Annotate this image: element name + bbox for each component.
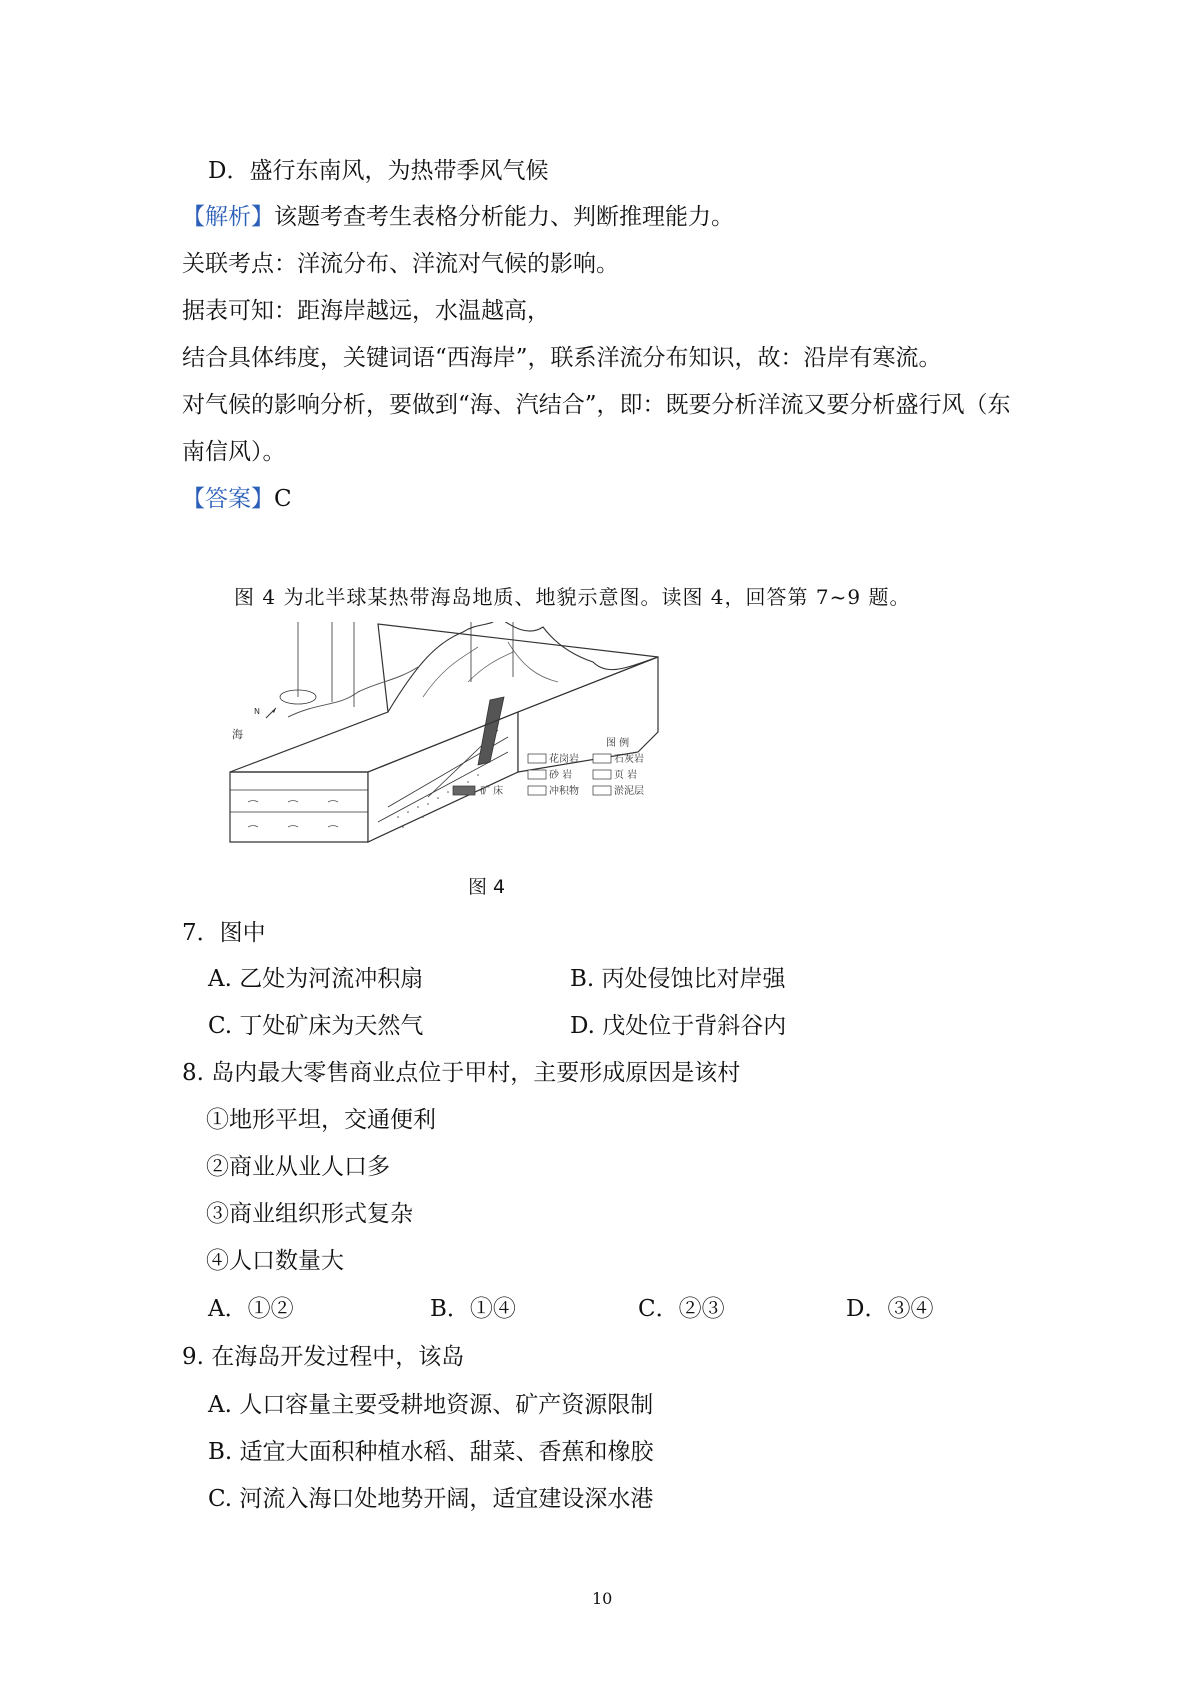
figure-caption: 图 4 [468, 876, 506, 898]
figure-intro: 图 4 为北半球某热带海岛地质、地貌示意图。读图 4，回答第 7~9 题。 [234, 585, 911, 609]
q9-option-b: B. 适宜大面积种植水稻、甜菜、香蕉和橡胶 [208, 1439, 654, 1465]
analysis-tag: 【解析】 [182, 204, 274, 230]
legend-silt: 淤泥层 [614, 786, 644, 797]
q7-stem: 7．图中 [182, 920, 266, 946]
label-sea: 海 [232, 728, 243, 741]
q8-option-b: B．①④ [430, 1296, 516, 1322]
geology-block-diagram [228, 622, 718, 852]
q8-stem: 8. 岛内最大零售商业点位于甲村，主要形成原因是该村 [182, 1060, 741, 1086]
analysis-line-2: 据表可知：距海岸越远，水温越高， [182, 298, 550, 324]
q7-option-d: D. 戊处位于背斜谷内 [570, 1013, 787, 1039]
analysis-line-4a: 对气候的影响分析，要做到“海、汽结合”，即：既要分析洋流又要分析盛行风（东 [182, 392, 1011, 418]
legend-shale: 页 岩 [614, 770, 638, 781]
legend-alluvium: 冲积物 [549, 786, 579, 797]
prev-option-d: D．盛行东南风，为热带季风气候 [208, 158, 549, 184]
block-front-left [230, 772, 368, 842]
q9-stem: 9. 在海岛开发过程中，该岛 [182, 1344, 465, 1370]
analysis-line-3: 结合具体纬度，关键词语“西海岸”，联系洋流分布知识，故：沿岸有寒流。 [182, 345, 942, 371]
q7-option-c: C. 丁处矿床为天然气 [208, 1013, 424, 1039]
legend-sandstone: 砂 岩 [549, 770, 573, 781]
legend-limestone: 石灰岩 [614, 754, 644, 765]
q8-statement-3: ③商业组织形式复杂 [206, 1201, 413, 1227]
q8-statement-1: ①地形平坦，交通便利 [206, 1107, 436, 1133]
legend-title: 图 例 [606, 738, 630, 749]
q8-statement-4: ④人口数量大 [206, 1248, 344, 1274]
answer-value: C [274, 486, 292, 512]
legend-ore: 矿 床 [480, 786, 504, 797]
analysis-line-1: 关联考点：洋流分布、洋流对气候的影响。 [182, 251, 619, 277]
q7-option-b: B. 丙处侵蚀比对岸强 [570, 966, 786, 992]
analysis-intro-text: 该题考查考生表格分析能力、判断推理能力。 [274, 204, 734, 230]
answer-tag: 【答案】 [182, 486, 274, 512]
analysis-line-4b: 南信风）。 [182, 439, 286, 465]
q7-option-a: A. 乙处为河流冲积扇 [208, 966, 424, 992]
q8-option-c: C．②③ [638, 1296, 725, 1322]
q8-statement-2: ②商业从业人口多 [206, 1154, 390, 1180]
legend-granite: 花岗岩 [549, 754, 579, 765]
label-north: N [254, 707, 260, 716]
q8-option-a: A．①② [208, 1296, 294, 1322]
analysis-intro [182, 202, 734, 232]
answer-line [182, 484, 292, 514]
q9-option-c: C. 河流入海口处地势开阔，适宜建设深水港 [208, 1486, 654, 1512]
page-number: 10 [592, 1589, 613, 1608]
q9-option-a: A. 人口容量主要受耕地资源、矿产资源限制 [208, 1392, 654, 1418]
q8-option-d: D．③④ [846, 1296, 934, 1322]
